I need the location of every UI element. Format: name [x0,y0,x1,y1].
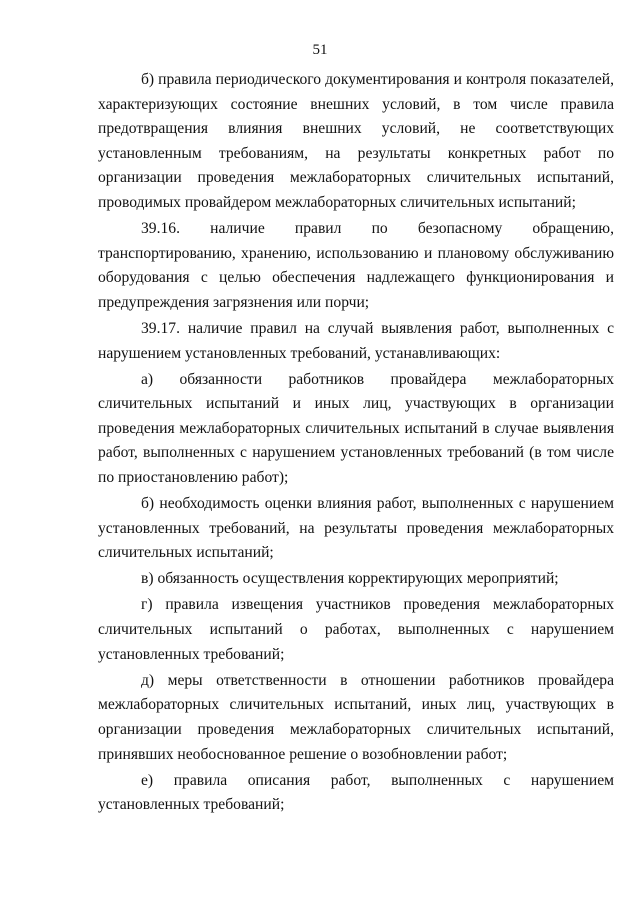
paragraph-39-15-b: б) правила периодического документирования и контроля показателей, характеризующих состояние внешних условий, в том числе правила предотвращения влияния внешних условий, не соответствующих установленным требованиям, на результаты конкретных работ по организации проведения межлабораторных сличительных испытаний, проводимых провайдером межлабораторных сличительных испытаний; [98,71,614,211]
document-body [98,68,614,818]
paragraph-39-17-e: е) правила описания работ, выполненных с нарушением установленных требований; [98,771,614,814]
paragraph-39-17: 39.17. наличие правил на случай выявления работ, выполненных с нарушением установленных требований, устанавливающих: [98,319,614,362]
page-number: 51 [312,42,328,58]
paragraph-39-17-a: а) обязанности работников провайдера межлабораторных сличительных испытаний и иных лиц, участвующих в организации проведения межлабораторных сличительных испытаний в случае выявления работ, выполненных с нарушением установленных требований (в том числе по приостановлению работ); [98,370,614,486]
paragraph-39-17-g: г) правила извещения участников проведения межлабораторных сличительных испытаний о работах, выполненных с нарушением установленных требований; [98,596,614,663]
paragraph-39-17-b: б) необходимость оценки влияния работ, выполненных с нарушением установленных требований, на результаты проведения межлабораторных сличительных испытаний; [98,495,614,562]
paragraph-39-17-d: д) меры ответственности в отношении работников провайдера межлабораторных сличительных испытаний, иных лиц, участвующих в организации проведения межлабораторных сличительных испытаний, принявших необоснованное решение о возобновлении работ; [98,671,614,763]
paragraph-39-16: 39.16. наличие правил по безопасному обращению, транспортированию, хранению, использованию и плановому обслуживанию оборудования с целью обеспечения надлежащего функционирования и предупреждения загрязнения или порчи; [98,220,614,311]
paragraph-39-17-v: в) обязанность осуществления корректирующих мероприятий; [141,570,559,588]
